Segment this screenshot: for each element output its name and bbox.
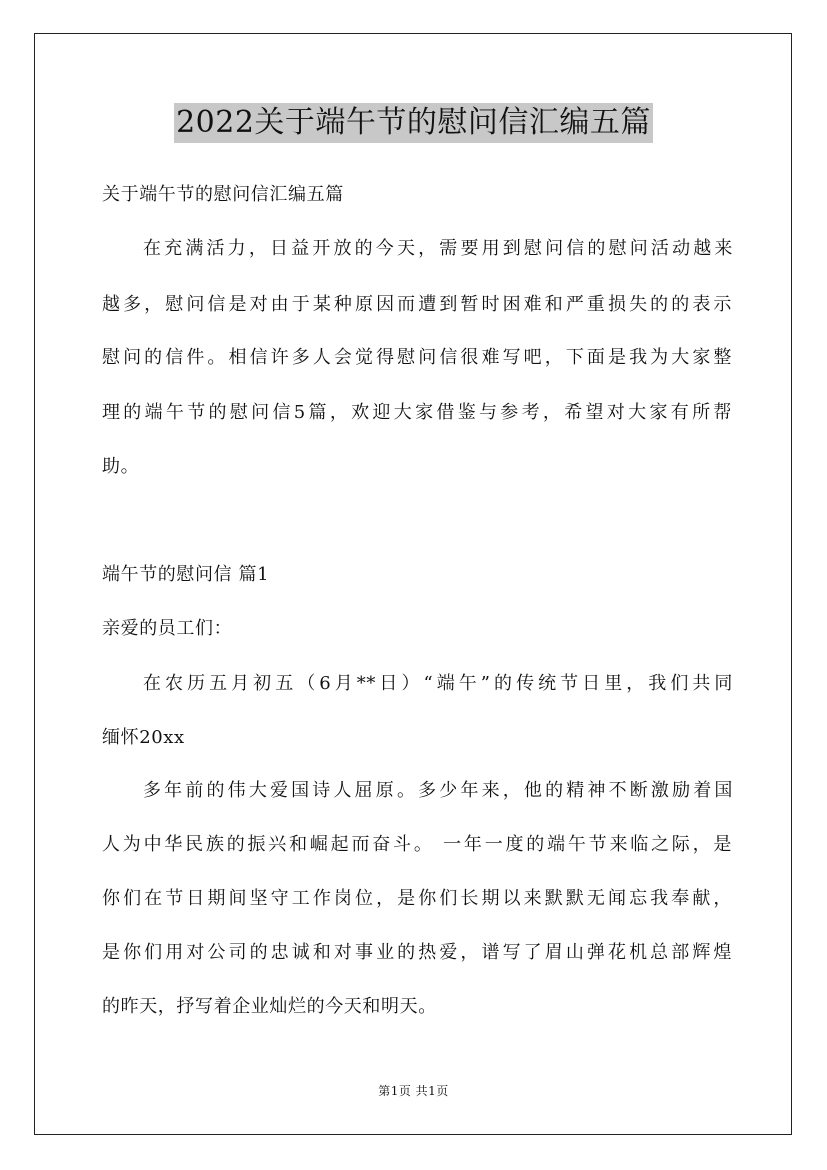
intro-line-4: 理的端午节的慰问信5篇，欢迎大家借鉴与参考，希望对大家有所帮 bbox=[102, 402, 732, 423]
page-footer: 第1页 共1页 bbox=[378, 1084, 449, 1098]
intro-line-3: 慰问的信件。相信许多人会觉得慰问信很难写吧，下面是我为大家整 bbox=[102, 347, 732, 368]
para2-line-2: 人为中华民族的振兴和崛起而奋斗。 一年一度的端午节来临之际，是 bbox=[102, 834, 732, 855]
intro-line-2: 越多，慰问信是对由于某种原因而遭到暂时困难和严重损失的的表示 bbox=[102, 294, 732, 315]
intro-line-1: 在充满活力，日益开放的今天，需要用到慰问信的慰问活动越来 bbox=[143, 238, 733, 259]
document-title: 2022关于端午节的慰问信汇编五篇 bbox=[174, 103, 653, 143]
para1-line-1: 在农历五月初五（6月**日）“端午”的传统节日里，我们共同 bbox=[143, 673, 733, 694]
section-heading: 端午节的慰问信 篇1 bbox=[102, 564, 270, 585]
para2-line-3: 你们在节日期间坚守工作岗位，是你们长期以来默默无闻忘我奉献， bbox=[102, 888, 732, 909]
subtitle: 关于端午节的慰问信汇编五篇 bbox=[102, 184, 344, 205]
para2-line-4: 是你们用对公司的忠诚和对事业的热爱，谱写了眉山弹花机总部辉煌 bbox=[102, 942, 732, 963]
para2-line-1: 多年前的伟大爱国诗人屈原。多少年来，他的精神不断激励着国 bbox=[143, 780, 733, 801]
document-title-wrap bbox=[0, 103, 827, 143]
salutation: 亲爱的员工们： bbox=[102, 618, 233, 639]
para2-line-5: 的昨天，抒写着企业灿烂的今天和明天。 bbox=[102, 996, 437, 1017]
intro-line-5: 助。 bbox=[102, 456, 140, 477]
para1-line-2: 缅怀20xx bbox=[102, 727, 185, 748]
